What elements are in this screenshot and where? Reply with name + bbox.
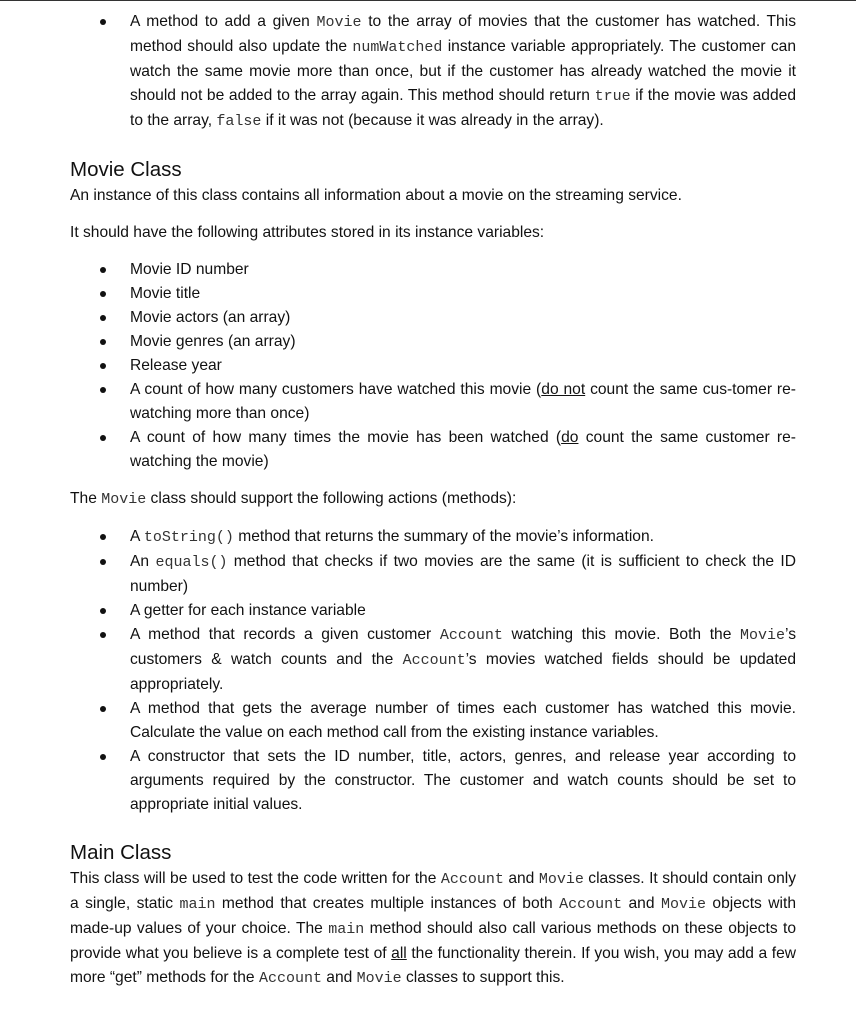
code-movie: Movie [316, 14, 362, 31]
code-main: main [328, 921, 365, 938]
text-fragment: method that returns the summary of the movie’s information. [233, 528, 654, 545]
text-fragment: The [70, 490, 102, 507]
code-movie: Movie [740, 627, 786, 644]
text-fragment: This class will be used to test the code written for the [70, 870, 441, 887]
bullet-icon [100, 632, 106, 638]
spacer [70, 512, 796, 525]
code-equals: equals() [155, 554, 228, 571]
text-fragment: and [503, 870, 539, 887]
bullet-icon [100, 559, 106, 565]
code-numwatched: numWatched [352, 39, 443, 56]
list-item-watch-count [70, 426, 796, 474]
list-item [70, 354, 796, 378]
text-fragment: if it was not (because it was already in the array). [261, 112, 604, 129]
text-fragment: count the same customer re-watching the movie) [130, 429, 796, 470]
main-class-description [70, 867, 796, 991]
bullet-icon [100, 315, 106, 321]
attribute-label: Movie actors (an array) [130, 309, 291, 326]
bullet-icon [100, 339, 106, 345]
attributes-intro: It should have the following attributes stored in its instance variables: [70, 224, 545, 241]
underlined-text: do [561, 429, 579, 446]
text-fragment: to the array of movies that the customer has watched. This method should also update the [130, 13, 796, 55]
list-item [70, 306, 796, 330]
spacer [70, 817, 796, 839]
text-fragment: and [622, 895, 661, 912]
account-methods-list [70, 10, 796, 134]
list-item-record-watch [70, 623, 796, 697]
text-fragment: ’s movies watched fields should be updated appropriately. [130, 651, 796, 693]
top-rule [0, 0, 856, 1]
attribute-label: Movie ID number [130, 261, 249, 278]
spacer [70, 474, 796, 487]
text-fragment: and [321, 969, 357, 986]
underlined-text: do not [541, 381, 586, 398]
spacer [70, 245, 796, 258]
spacer [70, 134, 796, 156]
text-fragment: class should support the following actions (methods): [146, 490, 517, 507]
bullet-icon [100, 754, 106, 760]
list-item-getter [70, 599, 796, 623]
list-item [70, 282, 796, 306]
document-page [70, 10, 796, 991]
bullet-icon [100, 608, 106, 614]
code-account: Account [440, 871, 504, 888]
code-account: Account [258, 970, 322, 987]
movie-methods-list [70, 525, 796, 817]
text-fragment: A count of how many customers have watched this movie ( [130, 381, 542, 398]
code-true: true [594, 88, 631, 105]
bullet-icon [100, 435, 106, 441]
bullet-icon [100, 19, 106, 25]
text-fragment: ’s customers & watch counts and the [130, 626, 796, 668]
attribute-label: Release year [130, 357, 222, 374]
list-item-customer-count [70, 378, 796, 426]
text-fragment: A method to add a given [130, 13, 317, 30]
code-account: Account [439, 627, 503, 644]
text-fragment: A method that gets the average number of times each customer has watched this movie. Calculate the value on each method call from the existing instance variables. [130, 700, 796, 741]
list-item-tostring [70, 525, 796, 550]
text-fragment: A [130, 528, 144, 545]
list-item-constructor [70, 745, 796, 817]
bullet-icon [100, 706, 106, 712]
attribute-label: Movie genres (an array) [130, 333, 296, 350]
code-account: Account [559, 896, 623, 913]
text-fragment: method should also call various methods on these objects to provide what you believe is a complete test of [70, 920, 796, 962]
main-class-heading: Main Class [70, 841, 172, 864]
list-item-equals [70, 550, 796, 599]
code-movie: Movie [356, 970, 402, 987]
text-fragment: A count of how many times the movie has been watched ( [130, 429, 562, 446]
code-tostring: toString() [143, 529, 234, 546]
code-movie: Movie [101, 491, 147, 508]
text-fragment: method that checks if two movies are the same (it is sufficient to check the ID number) [130, 553, 797, 595]
text-fragment: A method that records a given customer [130, 626, 440, 643]
text-fragment: method that creates multiple instances of both [215, 895, 560, 912]
list-item [70, 258, 796, 282]
code-movie: Movie [538, 871, 584, 888]
bullet-icon [100, 291, 106, 297]
code-main: main [179, 896, 216, 913]
text-fragment: watching this movie. Both the [502, 626, 740, 643]
code-movie: Movie [660, 896, 706, 913]
movie-attributes-list [70, 258, 796, 474]
bullet-icon [100, 267, 106, 273]
text-fragment: objects with made-up values of your choice. The [70, 895, 796, 937]
text-fragment: A constructor that sets the ID number, title, actors, genres, and release year according to arguments required by the constructor. The customer and watch counts should be set to appropriate initial values. [130, 748, 796, 813]
text-fragment: the functionality therein. If you wish, you may add a few more “get” methods for the [70, 945, 796, 986]
text-fragment: classes. It should contain only a single, static [70, 870, 796, 912]
attribute-label: Movie title [130, 285, 201, 302]
underlined-text: all [391, 945, 407, 962]
text-fragment: count the same cus-tomer re-watching more than once) [130, 381, 796, 422]
code-false: false [216, 113, 262, 130]
text-fragment: classes to support this. [401, 969, 565, 986]
bullet-icon [100, 387, 106, 393]
list-item-add-movie-method [70, 10, 796, 134]
text-fragment: An [130, 553, 156, 570]
code-account: Account [402, 652, 466, 669]
bullet-icon [100, 363, 106, 369]
text-fragment: if the movie was added to the array, [130, 87, 796, 129]
bullet-icon [100, 534, 106, 540]
list-item-average [70, 697, 796, 745]
text-fragment: A getter for each instance variable [130, 602, 366, 619]
movie-class-intro: An instance of this class contains all information about a movie on the streaming service. [70, 187, 682, 204]
methods-intro [70, 487, 796, 512]
text-fragment: instance variable appropriately. The customer can watch the same movie more than once, but if the customer has already watched the movie it should not be added to the array again. This method should return [130, 38, 796, 104]
movie-class-heading: Movie Class [70, 158, 182, 181]
spacer [70, 208, 796, 221]
list-item [70, 330, 796, 354]
